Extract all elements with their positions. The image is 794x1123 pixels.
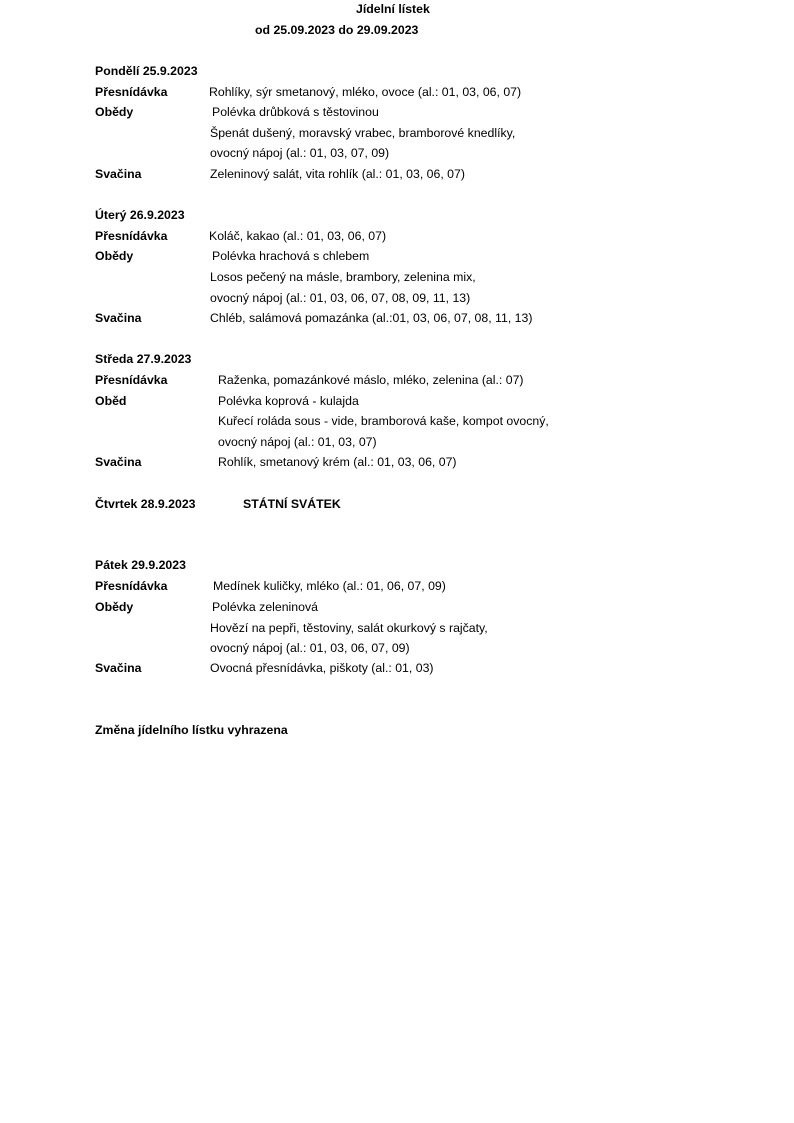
- day-heading-thursday: Čtvrtek 28.9.2023: [95, 497, 196, 511]
- meal-line: ovocný nápoj (al.: 01, 03, 06, 07, 08, 09, 11, 13): [210, 291, 471, 305]
- meal-line: Polévka koprová - kulajda: [218, 394, 359, 408]
- day-heading-tuesday: Úterý 26.9.2023: [95, 208, 185, 222]
- meal-line: Špenát dušený, moravský vrabec, bramborové knedlíky,: [210, 126, 516, 140]
- meal-line: Losos pečený na másle, brambory, zelenina mix,: [210, 270, 476, 284]
- meal-label-lunch: Oběd: [95, 394, 127, 408]
- holiday-note: STÁTNÍ SVÁTEK: [243, 497, 341, 511]
- meal-line: Zeleninový salát, vita rohlík (al.: 01, 03, 06, 07): [210, 167, 465, 181]
- meal-label-lunch: Obědy: [95, 249, 134, 263]
- meal-line: ovocný nápoj (al.: 01, 03, 07): [218, 435, 377, 449]
- meal-line: Polévka hrachová s chlebem: [212, 249, 370, 263]
- meal-label-lunch: Obědy: [95, 105, 134, 119]
- meal-label-lunch: Obědy: [95, 600, 134, 614]
- meal-line: Koláč, kakao (al.: 01, 03, 06, 07): [209, 229, 387, 243]
- day-heading-wednesday: Středa 27.9.2023: [95, 352, 192, 366]
- meal-line: ovocný nápoj (al.: 01, 03, 07, 09): [210, 146, 390, 160]
- meal-line: Hovězí na pepři, těstoviny, salát okurkový s rajčaty,: [210, 621, 488, 635]
- meal-line: Kuřecí roláda sous - vide, bramborová kaše, kompot ovocný,: [218, 414, 549, 428]
- meal-label-snack-pm: Svačina: [95, 167, 142, 181]
- date-range: od 25.09.2023 do 29.09.2023: [255, 23, 419, 37]
- footer-note: Změna jídelního lístku vyhrazena: [95, 723, 288, 737]
- meal-line: ovocný nápoj (al.: 01, 03, 06, 07, 09): [210, 641, 410, 655]
- meal-label-snack-am: Přesnídávka: [95, 85, 168, 99]
- meal-label-snack-pm: Svačina: [95, 455, 142, 469]
- meal-label-snack-am: Přesnídávka: [95, 373, 168, 387]
- meal-line: Polévka drůbková s těstovinou: [212, 105, 379, 119]
- meal-label-snack-am: Přesnídávka: [95, 229, 168, 243]
- meal-line: Ovocná přesnídávka, piškoty (al.: 01, 03): [210, 661, 434, 675]
- meal-label-snack-pm: Svačina: [95, 661, 142, 675]
- meal-label-snack-pm: Svačina: [95, 311, 142, 325]
- meal-line: Medínek kuličky, mléko (al.: 01, 06, 07, 09): [213, 579, 446, 593]
- day-heading-monday: Pondělí 25.9.2023: [95, 64, 198, 78]
- meal-line: Rohlíky, sýr smetanový, mléko, ovoce (al.: 01, 03, 06, 07): [209, 85, 522, 99]
- meal-line: Chléb, salámová pomazánka (al.:01, 03, 06, 07, 08, 11, 13): [210, 311, 533, 325]
- meal-line: Polévka zeleninová: [212, 600, 318, 614]
- meal-line: Rohlík, smetanový krém (al.: 01, 03, 06, 07): [218, 455, 457, 469]
- meal-label-snack-am: Přesnídávka: [95, 579, 168, 593]
- meal-line: Raženka, pomazánkové máslo, mléko, zelenina (al.: 07): [218, 373, 524, 387]
- day-heading-friday: Pátek 29.9.2023: [95, 558, 186, 572]
- page-title: Jídelní lístek: [356, 2, 430, 16]
